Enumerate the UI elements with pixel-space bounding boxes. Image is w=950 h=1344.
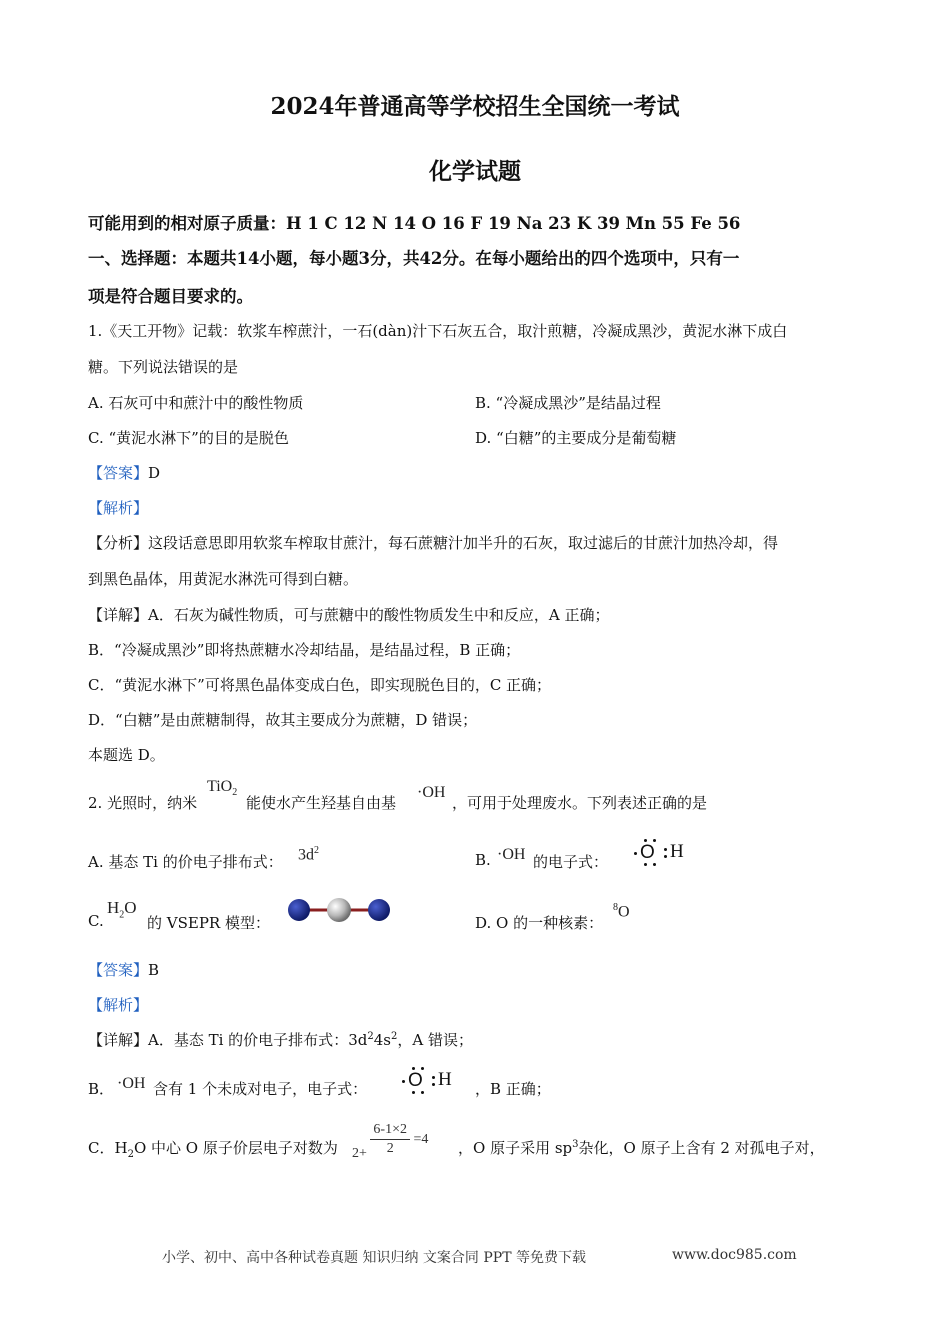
q2-detail-b-start: B． xyxy=(88,1080,115,1098)
answer-tag: 【答案】 xyxy=(88,961,149,979)
o-text: O xyxy=(124,898,137,917)
q2-option-b-label-b: 的电子式： xyxy=(533,853,609,871)
q1-stem-line2: 糖。下列说法错误的是 xyxy=(88,358,239,376)
sup: 3 xyxy=(572,1139,579,1150)
hydrogen-symbol: H xyxy=(670,841,684,862)
sup: 2 xyxy=(367,1031,374,1042)
q1-option-b: B. “冷凝成黑沙”是结晶过程 xyxy=(475,394,661,412)
q2-oh-radical: ·OH xyxy=(417,784,446,801)
detail-a-text: 4s xyxy=(373,1031,391,1049)
fraction-denominator: 2 xyxy=(386,1141,394,1156)
oxygen-symbol: O xyxy=(408,1070,423,1091)
detail-a-text: ，A 错误； xyxy=(397,1031,473,1049)
q2-option-d-nuclide xyxy=(613,902,630,921)
config-superscript: 2 xyxy=(314,845,319,856)
q2-option-a-config xyxy=(298,845,319,864)
detail-a-text: A．基态 Ti 的价电子排布式：3d xyxy=(148,1031,368,1049)
q1-option-a: A. 石灰可中和蔗汁中的酸性物质 xyxy=(88,394,304,412)
hydrogen-symbol: H xyxy=(438,1069,452,1090)
detail-tag: 【详解】 xyxy=(88,606,149,624)
q2-option-c-h2o xyxy=(107,898,137,920)
q2-detail-c-end xyxy=(458,1137,825,1158)
footer-text: 小学、初中、高中各种试卷真题 知识归纳 文案合同 PPT 等免费下载 xyxy=(162,1250,586,1266)
valence-pair-formula xyxy=(352,1122,429,1161)
fraction-numerator: 6-1×2 xyxy=(370,1122,410,1140)
oh-electron-dot-structure xyxy=(398,1064,460,1098)
detail-c-text: ，O 原子采用 sp xyxy=(458,1139,573,1157)
q2-stem-end: ，可用于处理废水。下列表述正确的是 xyxy=(452,794,708,812)
q1-conclusion: 本题选 D。 xyxy=(88,746,165,764)
fraction xyxy=(370,1122,410,1157)
q2-option-b-label-a: B. xyxy=(475,851,491,869)
h2o-subscript: 2 xyxy=(119,909,125,921)
q1-fenxi-line1 xyxy=(88,532,778,553)
detail-c-text: C．H xyxy=(88,1139,128,1157)
q2-option-d-label: D. O 的一种核素： xyxy=(475,914,604,932)
section1-heading-line1: 一、选择题：本题共14小题，每小题3分，共42分。在每小题给出的四个选项中，只有一 xyxy=(88,249,740,268)
tio2-text: TiO xyxy=(207,778,233,795)
answer-value: D xyxy=(148,464,161,482)
q2-option-a-label: A. 基态 Ti 的价电子排布式： xyxy=(88,853,283,871)
electron-dot xyxy=(664,855,667,858)
q1-fenxi-line2: 到黑色晶体，用黄泥水淋洗可得到白糖。 xyxy=(88,570,359,588)
answer-tag: 【答案】 xyxy=(88,464,149,482)
formula-result: =4 xyxy=(413,1131,429,1147)
nuclide-element: O xyxy=(618,903,630,921)
q2-option-c-label-b: 的 VSEPR 模型： xyxy=(147,914,270,932)
q1-detail-b: B．“冷凝成黑沙”即将热蔗糖水冷却结晶，是结晶过程，B 正确； xyxy=(88,641,521,659)
tio2-subscript: 2 xyxy=(232,787,238,799)
sub: 2 xyxy=(127,1149,134,1160)
electron-dot xyxy=(634,852,637,855)
q1-option-d: D. “白糖”的主要成分是葡萄糖 xyxy=(475,429,677,447)
center-atom xyxy=(327,898,351,922)
q2-option-b-oh: ·OH xyxy=(497,846,526,863)
q1-detail-c: C．“黄泥水淋下”可将黑色晶体变成白色，即实现脱色目的，C 正确； xyxy=(88,676,552,694)
q1-answer xyxy=(88,462,160,483)
electron-dot xyxy=(402,1080,405,1083)
q2-detail-a xyxy=(88,1029,473,1050)
section1-heading-line2: 项是符合题目要求的。 xyxy=(88,287,253,306)
q2-option-c-label-a: C. xyxy=(88,912,104,930)
outer-atom-left xyxy=(288,899,310,921)
outer-atom-right xyxy=(368,899,390,921)
q2-stem-middle: 能使水产生羟基自由基 xyxy=(246,794,397,812)
h-text: H xyxy=(107,898,120,917)
electron-dot xyxy=(664,848,667,851)
nuclide-superscript: 8 xyxy=(613,902,618,913)
oh-electron-dot-structure xyxy=(630,836,692,870)
fenxi-tag: 【分析】 xyxy=(88,534,149,552)
footer-link[interactable]: www.doc985.com xyxy=(672,1247,797,1263)
q2-tio2-formula xyxy=(207,778,237,798)
vsepr-model-linear xyxy=(286,895,392,925)
sup: 2 xyxy=(390,1031,398,1042)
q1-stem-line1: 1.《天工开物》记载：软浆车榨蔗汁，一石(dàn)汁下石灰五合，取汁煎糖，冷凝成黑沙，黄泥水淋下成白 xyxy=(88,322,788,340)
detail-tag: 【详解】 xyxy=(88,1031,149,1049)
q2-detail-b-middle: 含有 1 个未成对电子，电子式： xyxy=(153,1080,368,1098)
q1-option-c: C. “黄泥水淋下”的目的是脱色 xyxy=(88,429,289,447)
q1-detail-a xyxy=(88,604,609,625)
q2-stem-start: 2. 光照时，纳米 xyxy=(88,794,198,812)
answer-value: B xyxy=(148,961,160,979)
electron-dot xyxy=(432,1083,435,1086)
detail-c-text: O 中心 O 原子价层电子对数为 xyxy=(133,1139,338,1157)
q2-detail-c-start xyxy=(88,1137,338,1160)
config-text: 3d xyxy=(298,846,314,864)
oxygen-symbol: O xyxy=(640,842,655,863)
exam-title: 2024年普通高等学校招生全国统一考试 xyxy=(270,93,680,120)
exam-subtitle: 化学试题 xyxy=(429,158,521,185)
atomic-masses: 可能用到的相对原子质量：H 1 C 12 N 14 O 16 F 19 Na 23 K 39 Mn 55 Fe 56 xyxy=(88,214,741,233)
fenxi-text: 这段话意思即用软浆车榨取甘蔗汁，每石蔗糖汁加半升的石灰，取过滤后的甘蔗汁加热冷却，得 xyxy=(148,534,779,552)
q2-answer xyxy=(88,959,159,980)
q2-analysis-tag: 【解析】 xyxy=(88,996,149,1014)
q1-analysis-tag: 【解析】 xyxy=(88,499,149,517)
detail-a-text: A．石灰为碱性物质，可与蔗糖中的酸性物质发生中和反应，A 正确； xyxy=(148,606,610,624)
q1-detail-d: D．“白糖”是由蔗糖制得，故其主要成分为蔗糖，D 错误； xyxy=(88,711,478,729)
electron-dot xyxy=(432,1076,435,1079)
formula-prefix: 2+ xyxy=(352,1145,367,1161)
q2-detail-b-end: ，B 正确； xyxy=(475,1080,551,1098)
q2-detail-b-oh: ·OH xyxy=(117,1075,146,1092)
detail-c-text: 杂化，O 原子上含有 2 对孤电子对， xyxy=(578,1139,825,1157)
